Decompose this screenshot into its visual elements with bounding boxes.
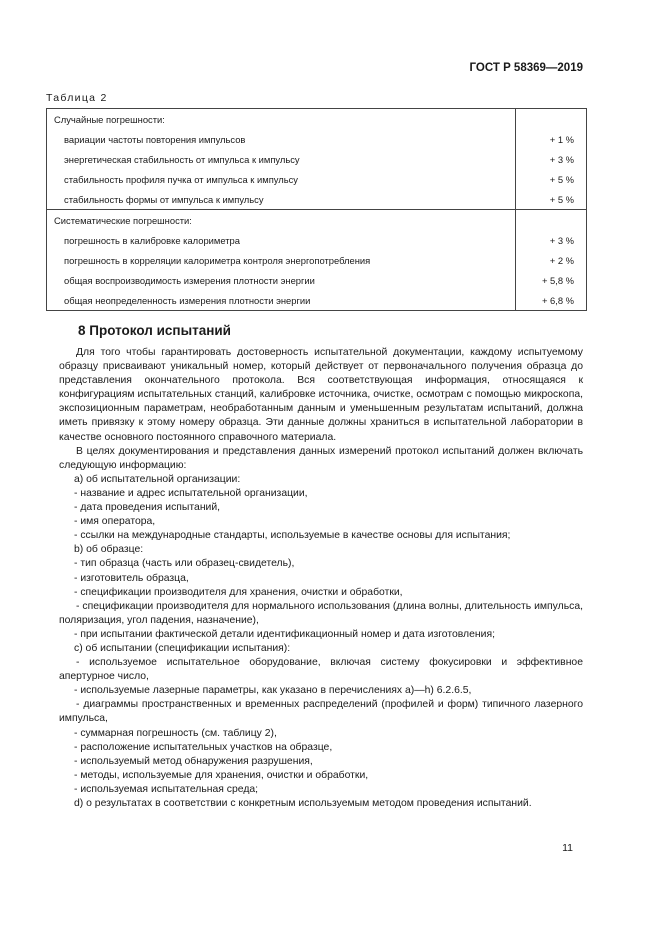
row-value: + 3 % — [516, 230, 587, 250]
list-item: - при испытании фактической детали идентификационный номер и дата изготовления; — [74, 628, 495, 640]
error-table — [46, 108, 587, 311]
group-title: Систематические погрешности: — [54, 214, 192, 226]
table-group-header — [47, 210, 587, 231]
table-group-systematic — [47, 210, 587, 311]
list-item: - используемая испытательная среда; — [74, 783, 259, 795]
table-row — [47, 250, 587, 270]
row-value: + 5 % — [516, 189, 587, 210]
document-code: ГОСТ Р 58369—2019 — [469, 62, 583, 74]
list-item: - спецификации производителя для хранения, очистки и обработки, — [74, 586, 403, 598]
row-value: + 1 % — [516, 129, 587, 149]
list-item: - расположение испытательных участков на образце, — [74, 741, 333, 753]
list-item: - дата проведения испытаний, — [74, 502, 221, 514]
table-row — [47, 230, 587, 250]
list-item: d) о результатах в соответствии с конкретным используемым методом проведения испытаний. — [74, 798, 532, 809]
row-label: погрешность в калибровке калориметра — [64, 234, 240, 246]
row-value: + 3 % — [516, 149, 587, 169]
paragraph: - спецификации производителя для нормального использования (длина волны, длительность импульса, поляризация, угол падения, назначение), — [59, 600, 583, 626]
list-item: - методы, используемые для хранения, очистки и обработки, — [74, 769, 369, 781]
section-title: 8 Протокол испытаний — [78, 323, 231, 338]
list-item: - изготовитель образца, — [74, 572, 189, 584]
list-item: - используемый метод обнаружения разрушения, — [74, 755, 313, 767]
list-item: - используемые лазерные параметры, как указано в перечислениях а)—h) 6.2.6.5, — [74, 685, 472, 697]
list-item: - тип образца (часть или образец-свидетель), — [74, 558, 295, 570]
table-row — [47, 129, 587, 149]
row-label: общая воспроизводимость измерения плотности энергии — [64, 274, 315, 286]
table-group-random — [47, 109, 587, 210]
row-label: вариации частоты повторения импульсов — [64, 133, 246, 145]
page-number: 11 — [562, 842, 573, 854]
list-item: - ссылки на международные стандарты, используемые в качестве основы для испытания; — [74, 530, 511, 542]
section-body — [59, 346, 583, 811]
table-caption: Таблица 2 — [46, 92, 108, 104]
table-row — [47, 290, 587, 311]
list-item: b) об образце: — [74, 544, 144, 556]
list-item: а) об испытательной организации: — [74, 473, 241, 485]
list-item: - имя оператора, — [74, 516, 156, 528]
row-label: энергетическая стабильность от импульса к импульсу — [64, 153, 300, 165]
table-row — [47, 149, 587, 169]
group-title: Случайные погрешности: — [54, 113, 165, 125]
row-label: общая неопределенность измерения плотности энергии — [64, 294, 311, 306]
row-value: + 6,8 % — [516, 290, 587, 311]
paragraph: В целях документирования и представления данных измерений протокол испытаний должен включать следующую информацию: — [59, 445, 583, 471]
table-row — [47, 189, 587, 210]
list-item: - суммарная погрешность (см. таблицу 2), — [74, 727, 277, 739]
row-value: + 2 % — [516, 250, 587, 270]
row-value: + 5,8 % — [516, 270, 587, 290]
row-label: погрешность в корреляции калориметра контроля энергопотребления — [64, 254, 371, 266]
row-label: стабильность формы от импульса к импульсу — [64, 193, 264, 205]
table-row — [47, 270, 587, 290]
row-value: + 5 % — [516, 169, 587, 189]
paragraph: Для того чтобы гарантировать достоверность испытательной документации, каждому испытуемому образцу присваивают уникальный номер, который действует от первоначального получения образца до представления окончательного протокола. Вся соответствующая информация, относящаяся к конфигурациям испытательных станций, калибровке источника, очистке, осмотрам с помощью микроскопа, экспозиционным параметрам, необработанным данным и уменьшенным результатам испытаний, должна иметь привязку к этому номеру образца. Эти данные должны храниться в испытательной лаборатории в качестве основного постоянного справочного материала. — [59, 347, 583, 443]
paragraph: - диаграммы пространственных и временных распределений (профилей и форм) типичного лазерного импульса, — [59, 699, 583, 725]
row-label: стабильность профиля пучка от импульса к импульсу — [64, 173, 298, 185]
list-item: с) об испытании (спецификации испытания): — [74, 642, 291, 654]
list-item: - название и адрес испытательной организации, — [74, 487, 308, 499]
paragraph: - используемое испытательное оборудование, включая систему фокусировки и эффективное апертурное число, — [59, 657, 583, 683]
table-group-header — [47, 109, 587, 130]
table-row — [47, 169, 587, 189]
